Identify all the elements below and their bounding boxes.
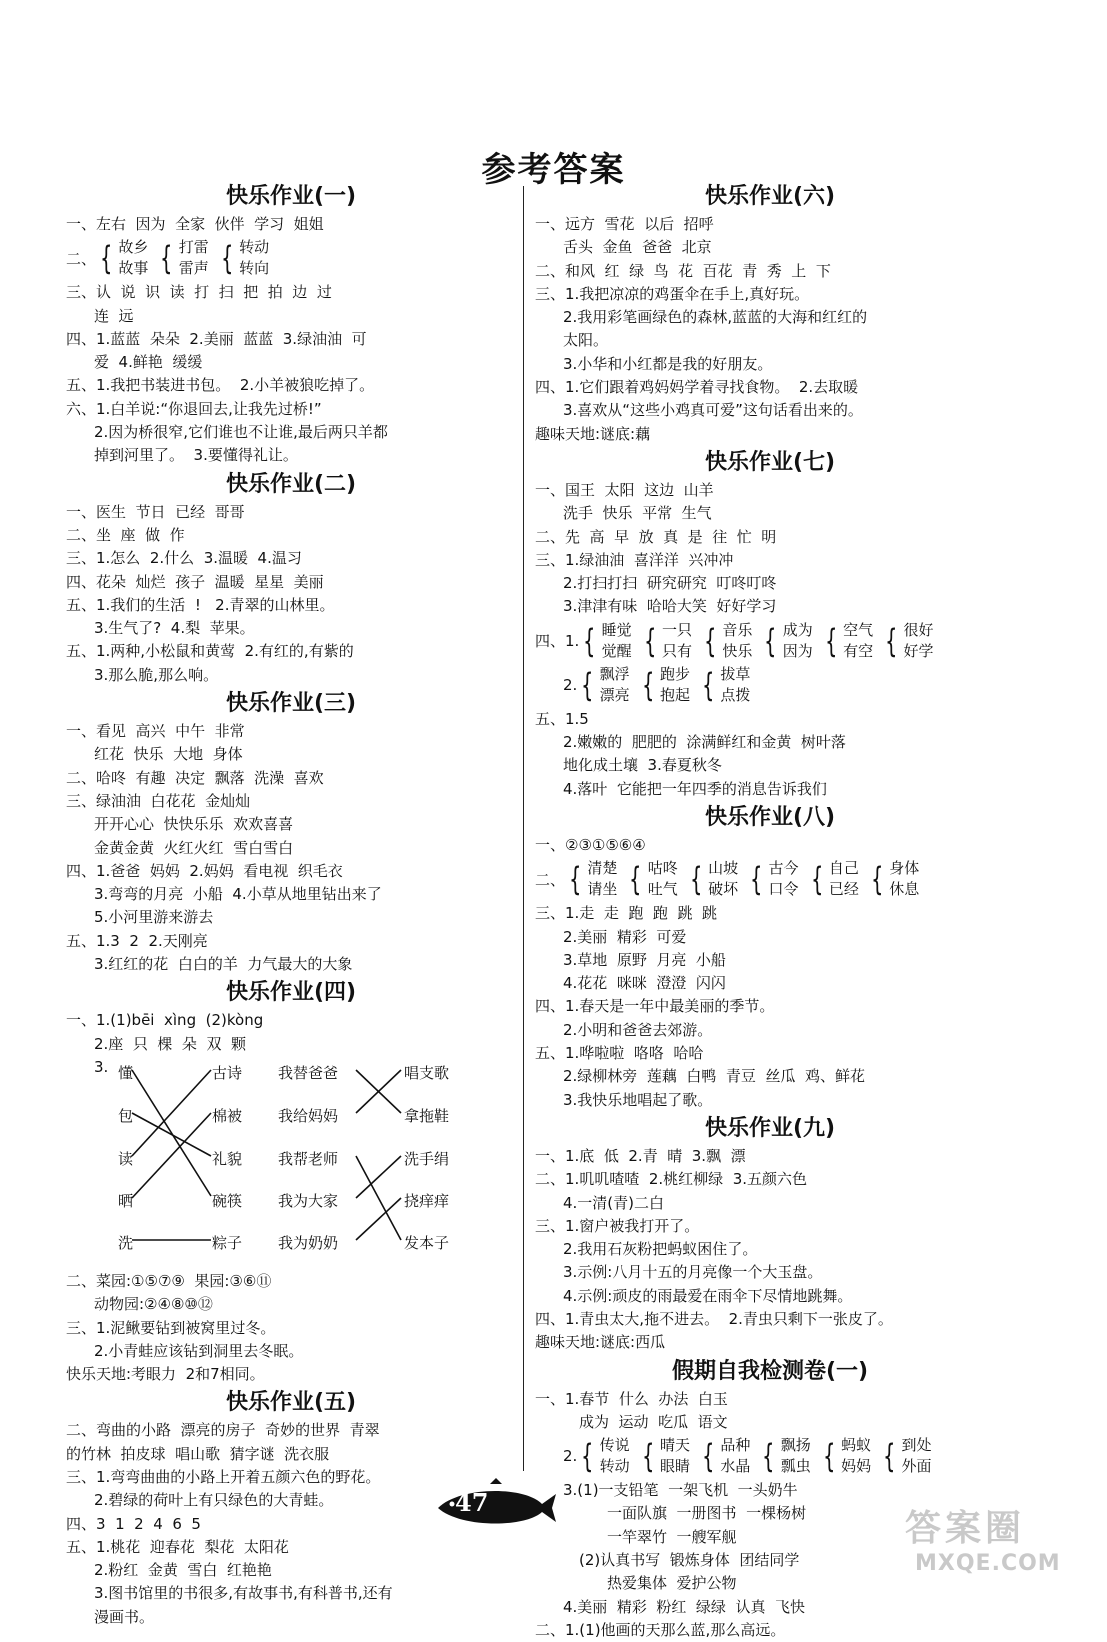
answer-line: 四、1.爸爸 妈妈 2.妈妈 看电视 织毛衣 (66, 861, 343, 880)
page-number: 47 (455, 1488, 489, 1517)
diagram-word: 洗手绢 (404, 1149, 450, 1168)
brace-icon: { (750, 860, 763, 899)
group-label: 二、 (66, 249, 97, 268)
answer-line: 2.我用彩笔画绿色的森林,蓝蓝的大海和红红的 (563, 308, 868, 327)
pair-top: 山坡 (708, 859, 739, 878)
brace-icon: { (583, 621, 596, 660)
pair-top: 传说 (599, 1436, 630, 1455)
word-pair (156, 237, 208, 279)
pair-bottom: 因为 (782, 641, 813, 660)
word-pair (881, 620, 933, 662)
answer-line: 洗手 快乐 平常 生气 (563, 504, 712, 523)
answer-line: 四、1.它们跟着鸡妈妈学着寻找食物。 2.去取暖 (535, 378, 859, 397)
answer-line: 五、1.我把书装进书包。 2.小羊被狼吃掉了。 (66, 376, 375, 395)
word-pair (819, 1435, 871, 1477)
pair-bottom: 妈妈 (841, 1457, 872, 1476)
answer-line: 2.粉红 金黄 雪白 红艳艳 (94, 1561, 272, 1580)
answer-line: 3.红红的花 白白的羊 力气最大的大象 (94, 955, 353, 974)
answer-line: 3.那么脆,那么响。 (94, 665, 219, 684)
brace-icon: { (822, 1437, 836, 1476)
answer-line: 三、1.弯弯曲曲的小路上开着五颜六色的野花。 (66, 1467, 381, 1486)
diagram-word: 棉被 (212, 1106, 243, 1125)
answer-line: 趣味天地:谜底:藕 (535, 424, 651, 443)
pair-top: 睡觉 (601, 620, 632, 639)
pair-top: 故乡 (118, 238, 149, 257)
section-heading-5: 快乐作业(五) (225, 1390, 357, 1416)
pair-bottom: 瓢虫 (780, 1457, 811, 1476)
answer-line: 4.一清(青)二白 (563, 1193, 665, 1212)
answer-line: 热爱集体 爱护公物 (607, 1574, 737, 1593)
pair-bottom: 抱起 (660, 685, 691, 704)
answer-line: 4.美丽 精彩 粉红 绿绿 认真 飞快 (563, 1597, 805, 1616)
fish-ornament-icon (430, 1478, 560, 1524)
answer-line: 一、②③①⑤⑥④ (535, 835, 646, 854)
answer-line: 红花 快乐 大地 身体 (94, 745, 243, 764)
bracket-group (535, 858, 1005, 900)
pair-top: 一只 (662, 620, 693, 639)
pair-top: 拔草 (720, 664, 751, 683)
word-pair (577, 1435, 629, 1477)
pair-top: 清楚 (587, 859, 618, 878)
brace-icon: { (702, 665, 715, 704)
brace-icon: { (569, 860, 582, 899)
answer-line: 三、1.窗户被我打开了。 (535, 1216, 700, 1235)
word-pair (760, 620, 812, 662)
pair-top: 音乐 (722, 620, 753, 639)
pair-bottom: 眼睛 (660, 1457, 691, 1476)
answer-line: 三、1.我把凉凉的鸡蛋伞在手上,真好玩。 (535, 284, 810, 303)
answer-line: 一、医生 节日 已经 哥哥 (66, 502, 245, 521)
answer-line: 二、先 高 早 放 真 是 往 忙 明 (535, 527, 777, 546)
answer-line: 3.弯弯的月亮 小船 4.小草从地里钻出来了 (94, 885, 382, 904)
section-heading-2: 快乐作业(二) (225, 471, 357, 497)
answer-line: 地化成土壤 3.春夏秋冬 (563, 756, 722, 775)
answer-line: 三、1.走 走 跑 跑 跳 跳 (535, 904, 717, 923)
word-pair (867, 858, 919, 900)
answer-line: 3.津津有味 哈哈大笑 好好学习 (563, 597, 777, 616)
word-pair (807, 858, 859, 900)
pair-bottom: 吐气 (647, 880, 678, 899)
answer-line: 3.(1)一支铅笔 一架飞机 一头奶牛 (563, 1481, 798, 1500)
diagram-word: 我替爸爸 (278, 1063, 339, 1082)
pair-bottom: 点拨 (720, 685, 751, 704)
diagram-word: 古诗 (212, 1063, 243, 1082)
brace-icon: { (702, 1437, 715, 1476)
group-label: 2. (563, 1447, 578, 1466)
word-pair (700, 620, 752, 662)
answer-line: 四、1.春天是一年中最美丽的季节。 (535, 997, 775, 1016)
brace-icon: { (810, 860, 823, 899)
pair-top: 转动 (239, 238, 270, 257)
answer-line: (2)认真书写 锻炼身体 团结同学 (579, 1551, 800, 1570)
brace-icon: { (641, 665, 654, 704)
answer-line: 一、1.春节 什么 办法 白玉 (535, 1389, 728, 1408)
pair-bottom: 外面 (901, 1457, 932, 1476)
word-pair (565, 858, 617, 900)
answer-line: 成为 运动 吃瓜 语文 (579, 1412, 728, 1431)
bracket-group (535, 620, 1005, 662)
answer-line: 六、1.白羊说:“你退回去,让我先过桥!” (66, 399, 322, 418)
diagram-word: 读 (118, 1149, 134, 1168)
answer-line: 5.小河里游来游去 (94, 908, 214, 927)
pair-bottom: 已经 (828, 880, 859, 899)
answer-line: 金黄金黄 火红火红 雪白雪白 (94, 838, 294, 857)
answer-line: 一、国王 太阳 这边 山羊 (535, 480, 714, 499)
pair-top: 晴天 (660, 1436, 691, 1455)
diagram-word: 碗筷 (212, 1191, 243, 1210)
answer-line: 一、左右 因为 全家 伙伴 学习 姐姐 (66, 215, 324, 233)
answer-line: 三、1.泥鳅要钻到被窝里过冬。 (66, 1318, 276, 1337)
brace-icon: { (581, 1437, 594, 1476)
answer-line: 一、看见 高兴 中午 非常 (66, 722, 245, 741)
answer-line: 连 远 (94, 306, 134, 325)
word-pair (640, 620, 692, 662)
answer-line: 四、1.青虫太大,拖不进去。 2.青虫只剩下一张皮了。 (535, 1309, 893, 1328)
watermark-text: 答案圈 (905, 1508, 1026, 1549)
answer-line: 漫画书。 (94, 1607, 155, 1626)
diagram-word: 我为奶奶 (278, 1233, 339, 1252)
pair-bottom: 觉醒 (601, 641, 632, 660)
watermark (905, 1500, 1095, 1590)
brace-icon: { (220, 239, 234, 278)
pair-top: 打雷 (178, 238, 209, 257)
match-line (356, 1156, 401, 1240)
answer-line: 动物园:②④⑧⑩⑫ (94, 1295, 213, 1314)
answer-line: 五、1.我们的生活 ! 2.青翠的山林里。 (66, 595, 335, 614)
pair-bottom: 请坐 (587, 880, 618, 899)
brace-icon: { (824, 621, 838, 660)
section-heading-4: 快乐作业(四) (225, 980, 357, 1006)
brace-icon: { (870, 860, 884, 899)
word-pair (698, 664, 750, 706)
brace-icon: { (581, 665, 594, 704)
answer-line: 一面队旗 一册图书 一棵杨树 (607, 1504, 807, 1523)
answer-line: 开开心心 快快乐乐 欢欢喜喜 (94, 815, 294, 834)
answer-line: 2.嫩嫩的 肥肥的 涂满鲜红和金黄 树叶落 (563, 733, 846, 752)
answer-line: 三、1.怎么 2.什么 3.温暖 4.温习 (66, 549, 302, 568)
bracket-group (66, 237, 516, 279)
diagram-word: 懂 (118, 1063, 134, 1082)
pair-top: 蚂蚁 (841, 1436, 872, 1455)
matching-diagram (66, 1058, 516, 1268)
match-line (132, 1113, 211, 1198)
answer-line: 2.小明和爸爸去郊游。 (563, 1020, 713, 1039)
word-pair (638, 1435, 690, 1477)
pair-bottom: 休息 (889, 880, 920, 899)
answer-line: 一、1.(1)bēi xìng (2)kòng (66, 1011, 264, 1030)
pair-bottom: 漂亮 (599, 685, 630, 704)
bracket-group (535, 664, 1005, 706)
answer-line: 趣味天地:谜底:西瓜 (535, 1333, 666, 1352)
section-heading-3: 快乐作业(三) (225, 691, 357, 717)
pair-top: 咕咚 (647, 859, 678, 878)
pair-bottom: 有空 (843, 641, 874, 660)
answer-line: 三、绿油油 白花花 金灿灿 (66, 791, 251, 810)
answer-line: 一、远方 雪花 以后 招呼 (535, 215, 714, 233)
brace-icon: { (885, 621, 898, 660)
diagram-word: 粽子 (212, 1233, 243, 1252)
pair-bottom: 雷声 (178, 259, 209, 278)
answer-line: 三、1.绿油油 喜洋洋 兴冲冲 (535, 550, 734, 569)
word-pair (217, 237, 269, 279)
answer-line: 2.碧绿的荷叶上有只绿色的大青蛙。 (94, 1491, 334, 1510)
word-pair (821, 620, 873, 662)
pair-bottom: 转向 (239, 259, 270, 278)
answer-line: 爱 4.鲜艳 缓缓 (94, 353, 203, 372)
word-pair (758, 1435, 810, 1477)
left-column (66, 180, 516, 1629)
pair-top: 到处 (901, 1436, 932, 1455)
answer-line: 二、1.(1)他画的天那么蓝,那么高远。 (535, 1620, 786, 1639)
diagram-word: 发本子 (404, 1233, 450, 1252)
pair-top: 跑步 (660, 664, 691, 683)
diagram-word: 唱支歌 (404, 1063, 450, 1082)
answer-line: 的竹林 拍皮球 唱山歌 猜字谜 洗衣服 (66, 1444, 330, 1463)
answer-line: 五、1.桃花 迎春花 梨花 太阳花 (66, 1537, 289, 1556)
watermark-url: MXQE.COM (915, 1551, 1061, 1576)
brace-icon: { (643, 621, 656, 660)
brace-icon: { (883, 1437, 896, 1476)
answer-line: 3.小华和小红都是我的好朋友。 (563, 354, 773, 373)
pair-top: 成为 (782, 620, 813, 639)
answer-line: 2.绿柳林旁 莲藕 白鸭 青豆 丝瓜 鸡、鲜花 (563, 1067, 865, 1086)
brace-icon: { (160, 239, 173, 278)
answer-line: 快乐天地:考眼力 2和7相同。 (66, 1365, 265, 1384)
answer-line: 一竿翠竹 一艘军舰 (607, 1527, 737, 1546)
answer-line: 4.落叶 它能把一年四季的消息告诉我们 (563, 779, 827, 798)
brace-icon: { (689, 860, 703, 899)
diagram-word: 拿拖鞋 (404, 1106, 450, 1125)
answer-line: 2.我用石灰粉把蚂蚁困住了。 (563, 1240, 758, 1259)
brace-icon: { (100, 239, 113, 278)
answer-line: 2.座 只 棵 朵 双 颗 (94, 1034, 246, 1053)
pair-top: 自己 (828, 859, 859, 878)
answer-line: 3.生气了? 4.梨 苹果。 (94, 619, 255, 638)
answer-line: 4.示例:顽皮的雨最爱在雨伞下尽情地跳舞。 (563, 1286, 853, 1305)
section-heading-10: 假期自我检测卷(一) (671, 1358, 869, 1384)
group-label: 四、1. (535, 632, 580, 651)
word-pair (879, 1435, 931, 1477)
pair-top: 很好 (903, 620, 934, 639)
brace-icon: { (764, 621, 777, 660)
brace-icon: { (704, 621, 717, 660)
answer-line: 四、1.蓝蓝 朵朵 2.美丽 蓝蓝 3.绿油油 可 (66, 329, 367, 348)
answer-line: 三、认 说 识 读 打 扫 把 拍 边 过 (66, 283, 332, 302)
section-heading-9: 快乐作业(九) (704, 1115, 836, 1141)
match-line (132, 1070, 211, 1156)
match-line (356, 1156, 401, 1198)
pair-top: 身体 (889, 859, 920, 878)
answer-line: 2.小青蛙应该钻到洞里去冬眠。 (94, 1341, 304, 1360)
column-divider (523, 186, 524, 1471)
brace-icon: { (762, 1437, 775, 1476)
pair-top: 品种 (720, 1436, 751, 1455)
pair-bottom: 转动 (599, 1457, 630, 1476)
diagram-label: 3. (94, 1057, 109, 1076)
word-pair (638, 664, 690, 706)
pair-bottom: 故事 (118, 259, 149, 278)
answer-line: 五、1.哗啦啦 咯咯 哈哈 (535, 1044, 704, 1063)
section-heading-7: 快乐作业(七) (704, 449, 836, 475)
diagram-word: 晒 (118, 1191, 134, 1210)
pair-top: 飘扬 (780, 1436, 811, 1455)
match-line (356, 1198, 401, 1240)
diagram-word: 礼貌 (212, 1149, 243, 1168)
answer-line: 二、菜园:①⑤⑦⑨ 果园:③⑥⑪ (66, 1271, 272, 1290)
page-title: 参考答案 (481, 150, 626, 190)
word-pair (746, 858, 798, 900)
answer-line: 太阳。 (563, 331, 609, 350)
answer-line: 四、3 1 2 4 6 5 (66, 1514, 201, 1533)
answer-line: 3.示例:八月十五的月亮像一个大玉盘。 (563, 1263, 823, 1282)
answer-line: 掉到河里了。 3.要懂得礼让。 (94, 446, 298, 465)
word-pair (96, 237, 148, 279)
pair-top: 飘浮 (599, 664, 630, 683)
answer-line: 3.喜欢从“这些小鸡真可爱”这句话看出来的。 (563, 401, 863, 420)
diagram-word: 我给妈妈 (278, 1106, 339, 1125)
match-line (132, 1113, 211, 1156)
diagram-word: 我帮老师 (278, 1149, 339, 1168)
answer-line: 舌头 金鱼 爸爸 北京 (563, 238, 712, 257)
pair-bottom: 口令 (768, 880, 799, 899)
pair-top: 空气 (843, 620, 874, 639)
word-pair (577, 664, 629, 706)
answer-line: 3.我快乐地唱起了歌。 (563, 1090, 713, 1109)
answer-line: 五、1.3 2 2.天刚亮 (66, 931, 208, 950)
answer-line: 2.因为桥很窄,它们谁也不让谁,最后两只羊都 (94, 423, 388, 442)
pair-bottom: 快乐 (722, 641, 753, 660)
diagram-word: 我为大家 (278, 1191, 339, 1210)
brace-icon: { (641, 1437, 654, 1476)
answer-line: 2.打扫打扫 研究研究 叮咚叮咚 (563, 574, 777, 593)
section-heading-6: 快乐作业(六) (704, 184, 836, 209)
section-heading-8: 快乐作业(八) (704, 804, 836, 830)
answer-line: 五、1.两种,小松鼠和黄莺 2.有红的,有紫的 (66, 642, 354, 661)
answer-line: 二、弯曲的小路 漂亮的房子 奇妙的世界 青翠 (66, 1421, 380, 1440)
pair-bottom: 破坏 (708, 880, 739, 899)
right-column (535, 180, 1005, 1642)
word-pair (579, 620, 631, 662)
answer-line: 四、花朵 灿烂 孩子 温暖 星星 美丽 (66, 572, 324, 591)
group-label: 二、 (535, 870, 566, 889)
answer-line: 二、哈咚 有趣 决定 飘落 洗澡 喜欢 (66, 768, 324, 787)
bracket-group (535, 1435, 1005, 1477)
word-pair (698, 1435, 750, 1477)
group-label: 2. (563, 675, 578, 694)
pair-bottom: 水晶 (720, 1457, 751, 1476)
pair-bottom: 好学 (903, 641, 934, 660)
answer-line: 二、1.叽叽喳喳 2.桃红柳绿 3.五颜六色 (535, 1170, 808, 1189)
answer-line: 二、和风 红 绿 鸟 花 百花 青 秀 上 下 (535, 261, 831, 280)
answer-line: 2.美丽 精彩 可爱 (563, 927, 687, 946)
answer-line: 4.花花 咪咪 澄澄 闪闪 (563, 974, 726, 993)
diagram-word: 洗 (118, 1233, 134, 1252)
pair-bottom: 只有 (662, 641, 693, 660)
answer-line: 一、1.底 低 2.青 晴 3.飘 漂 (535, 1146, 746, 1165)
answer-line: 二、坐 座 做 作 (66, 525, 185, 544)
word-pair (686, 858, 738, 900)
match-line (132, 1070, 211, 1196)
answer-line: 3.草地 原野 月亮 小船 (563, 950, 726, 969)
word-pair (625, 858, 677, 900)
answer-line: 五、1.5 (535, 709, 589, 728)
pair-top: 古今 (768, 859, 799, 878)
brace-icon: { (629, 860, 642, 899)
answer-line: 3.图书馆里的书很多,有故事书,有科普书,还有 (94, 1584, 393, 1603)
diagram-word: 挠痒痒 (404, 1191, 450, 1210)
section-heading-1: 快乐作业(一) (225, 184, 357, 209)
diagram-word: 包 (118, 1106, 134, 1125)
